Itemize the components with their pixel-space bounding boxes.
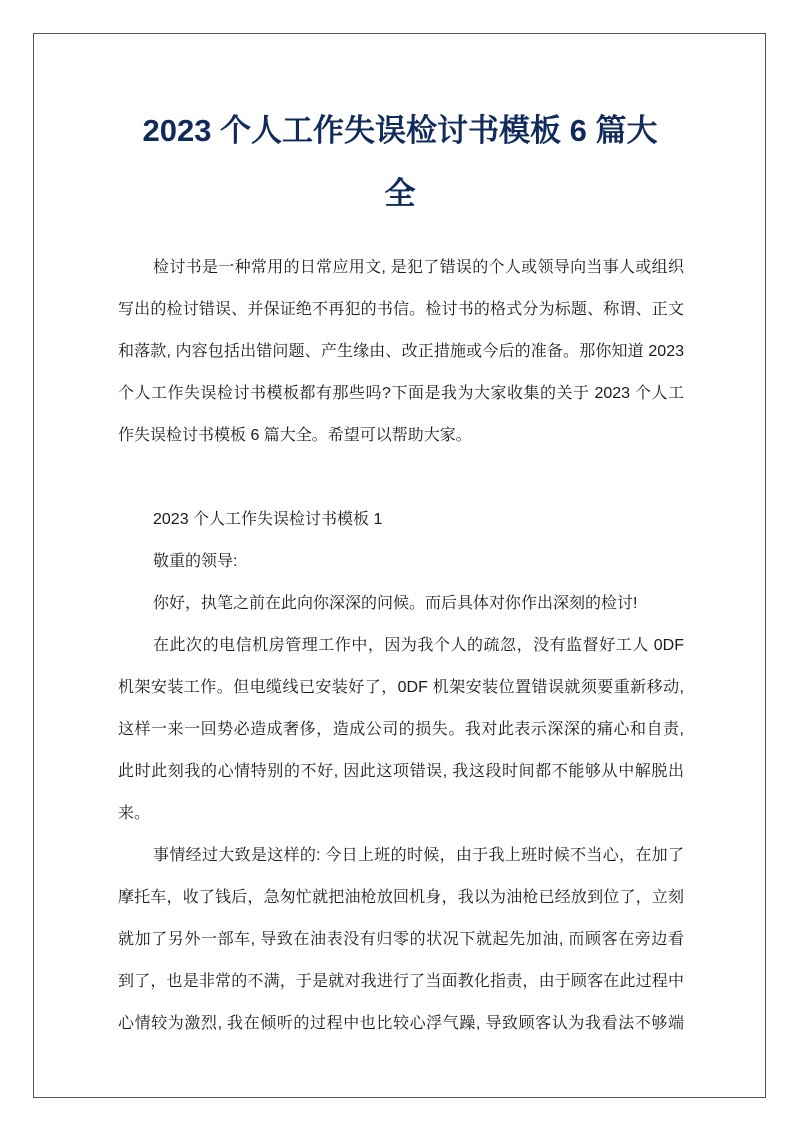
text-line: 个人工作失误检讨书模板都有那些吗?下面是我为大家收集的关于 2023 个人工 xyxy=(118,385,684,402)
paragraph-2 xyxy=(118,835,684,1045)
document-title-line-2: 全 xyxy=(384,176,416,211)
section-heading: 2023 个人工作失误检讨书模板 1 xyxy=(153,511,383,528)
text-line: 写出的检讨错误、并保证绝不再犯的书信。检讨书的格式分为标题、称谓、正文 xyxy=(118,301,684,318)
text-line: 机架安装工作。但电缆线已安装好了，0DF 机架安装位置错误就须要重新移动, xyxy=(118,679,684,696)
greeting: 你好，执笔之前在此向你深深的问候。而后具体对你作出深刻的检讨! xyxy=(153,595,638,612)
document-title-line-1: 2023 个人工作失误检讨书模板 6 篇大 xyxy=(142,113,658,148)
text-line: 来。 xyxy=(118,805,151,822)
text-line: 作失误检讨书模板 6 篇大全。希望可以帮助大家。 xyxy=(118,427,472,444)
text-line: 和落款, 内容包括出错问题、产生缘由、改正措施或今后的准备。那你知道 2023 xyxy=(118,343,684,360)
intro-paragraph xyxy=(118,247,684,457)
text-line: 此时此刻我的心情特别的不好, 因此这项错误, 我这段时间都不能够从中解脱出 xyxy=(118,763,684,780)
text-line: 心情较为激烈, 我在倾听的过程中也比较心浮气躁, 导致顾客认为我看法不够端 xyxy=(118,1015,684,1032)
text-line: 就加了另外一部车, 导致在油表没有归零的状况下就起先加油, 而顾客在旁边看 xyxy=(118,931,684,948)
salutation: 敬重的领导: xyxy=(153,553,238,570)
text-line: 摩托车，收了钱后，急匆忙就把油枪放回机身，我以为油枪已经放到位了，立刻 xyxy=(118,889,684,906)
text-line: 检讨书是一种常用的日常应用文, 是犯了错误的个人或领导向当事人或组织 xyxy=(153,259,684,276)
text-line: 在此次的电信机房管理工作中，因为我个人的疏忽，没有监督好工人 0DF xyxy=(153,637,684,654)
text-line: 到了，也是非常的不满，于是就对我进行了当面教化指责，由于顾客在此过程中 xyxy=(118,973,684,990)
text-line: 这样一来一回势必造成奢侈，造成公司的损失。我对此表示深深的痛心和自责, xyxy=(118,721,684,738)
document-body xyxy=(118,247,684,1045)
text-line: 事情经过大致是这样的: 今日上班的时候，由于我上班时候不当心，在加了 xyxy=(153,847,684,864)
paragraph-1 xyxy=(118,625,684,835)
